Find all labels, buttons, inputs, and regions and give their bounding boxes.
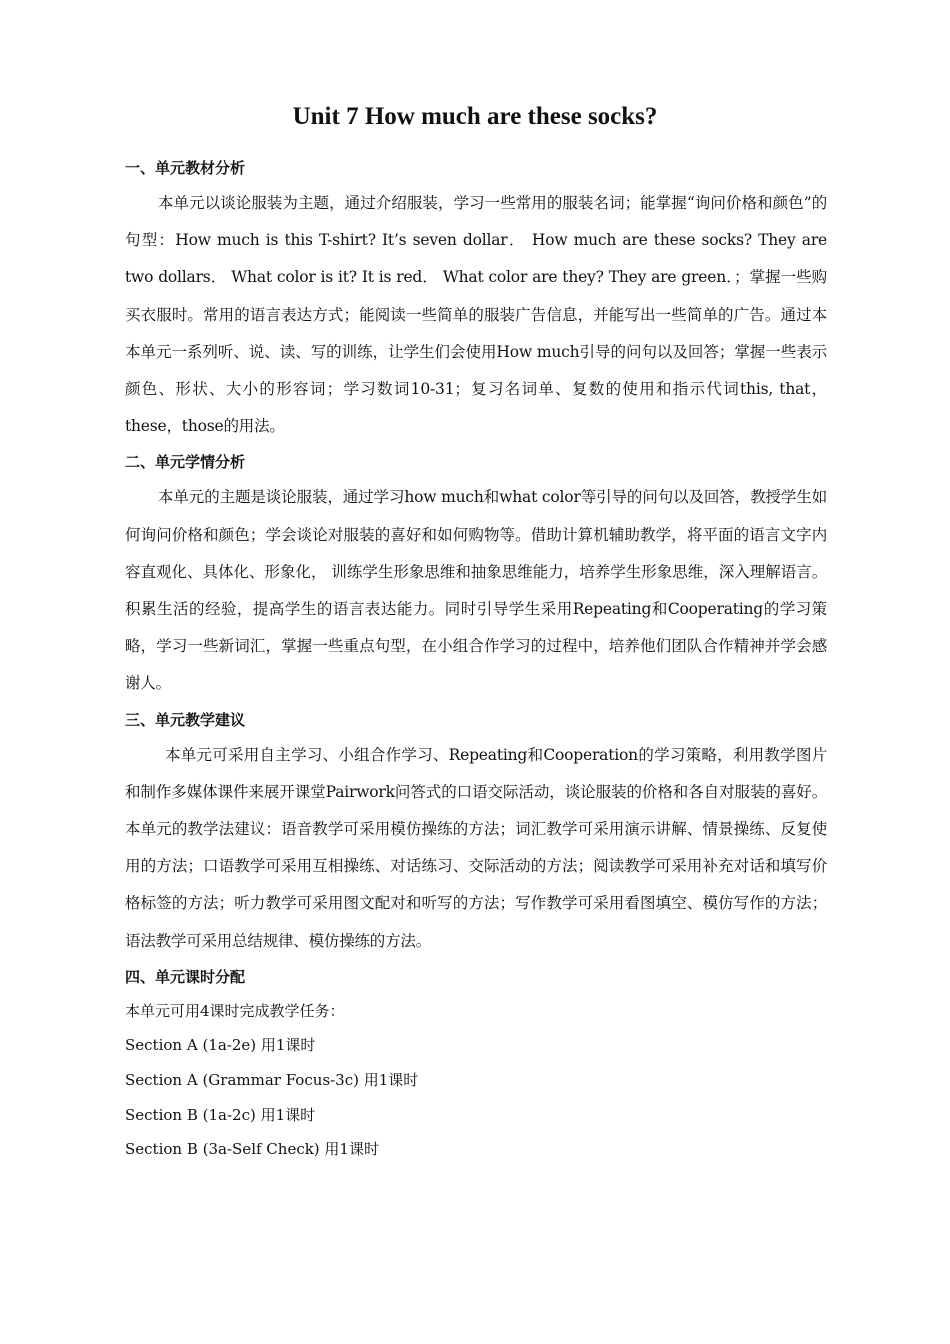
lesson-intro: 本单元可用4课时完成教学任务： bbox=[125, 1001, 345, 1020]
section-paragraph: 本单元以谈论服装为主题，通过介绍服装，学习一些常用的服装名词；能掌握“询问价格和颜色”的句型：How much is this T-shirt? It’s seven dollar． How much are these socks? They are two dollars． What color is it? It is red． What color are they? They are green．；掌握一些购买衣服时。常用的语言表达方式；能阅读一些简单的服装广告信息，并能写出一些简单的广告。通过本本单元一系列听、说、读、写的训练，让学生们会使用How much引导的问句以及回答；掌握一些表示颜色、形状、大小的形容词；学习数词10-31；复习名词单、复数的使用和指示代词this, that，these，those的用法。 bbox=[125, 194, 827, 436]
section-textbook-analysis bbox=[125, 153, 827, 445]
section-paragraph: 本单元可采用自主学习、小组合作学习、Repeating和Cooperation的学习策略，利用教学图片和制作多媒体课件来展开课堂Pairwork问答式的口语交际活动，谈论服装的价格和各自对服装的喜好。本单元的教学法建议：语音教学可采用模仿操练的方法；词汇教学可采用演示讲解、情景操练、反复使用的方法；口语教学可采用互相操练、对话练习、交际活动的方法；阅读教学可采用补充对话和填写价格标签的方法；听力教学可采用图文配对和听写的方法；写作教学可采用看图填空、模仿写作的方法；语法教学可采用总结规律、模仿操练的方法。 bbox=[125, 745, 827, 950]
document-body bbox=[125, 153, 827, 1167]
section-heading: 四、单元课时分配 bbox=[125, 967, 246, 986]
lesson-item: Section B (3a-Self Check) 用1课时 bbox=[125, 1140, 379, 1159]
page-title: Unit 7 How much are these socks? bbox=[292, 103, 658, 130]
section-learner-analysis bbox=[125, 447, 827, 702]
section-heading: 二、单元学情分析 bbox=[125, 453, 246, 472]
lesson-item: Section A (1a-2e) 用1课时 bbox=[125, 1036, 316, 1055]
section-teaching-suggestions bbox=[125, 705, 827, 960]
lesson-item: Section B (1a-2c) 用1课时 bbox=[125, 1105, 316, 1124]
section-heading: 一、单元教材分析 bbox=[125, 159, 246, 177]
section-lesson-allocation bbox=[125, 962, 827, 1167]
section-heading: 三、单元教学建议 bbox=[125, 710, 246, 729]
section-paragraph: 本单元的主题是谈论服装，通过学习how much和what color等引导的问句以及回答，教授学生如何询问价格和颜色；学会谈论对服装的喜好和如何购物等。借助计算机辅助教学，将平面的语言文字内容直观化、具体化、形象化， 训练学生形象思维和抽象思维能力，培养学生形象思维，深入理解语言。积累生活的经验，提高学生的语言表达能力。同时引导学生采用Repeating和Cooperating的学习策略，学习一些新词汇，掌握一些重点句型，在小组合作学习的过程中，培养他们团队合作精神并学会感谢人。 bbox=[125, 488, 827, 693]
lesson-item: Section A (Grammar Focus-3c) 用1课时 bbox=[125, 1071, 419, 1090]
